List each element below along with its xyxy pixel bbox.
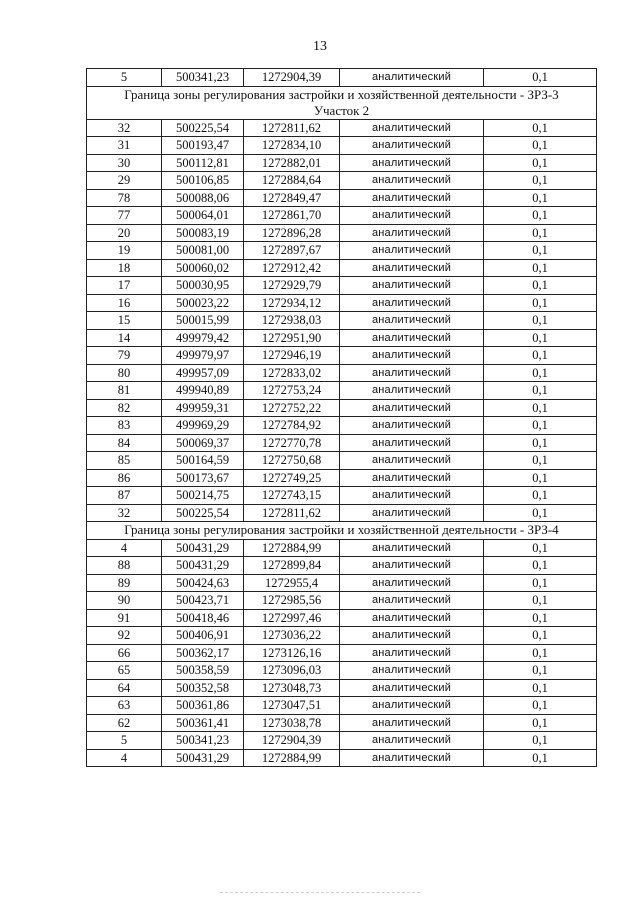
point-number: 82: [87, 399, 162, 417]
method-cell: аналитический: [340, 487, 484, 505]
y-coordinate: 1272934,12: [244, 294, 340, 312]
y-coordinate: 1272899,84: [244, 557, 340, 575]
method-cell: аналитический: [340, 224, 484, 242]
y-coordinate: 1272955,4: [244, 574, 340, 592]
x-coordinate: 500406,91: [162, 627, 244, 645]
method-cell: аналитический: [340, 557, 484, 575]
accuracy-cell: 0,1: [484, 732, 597, 750]
x-coordinate: 500431,29: [162, 749, 244, 767]
table-row: [87, 277, 597, 295]
y-coordinate: 1272904,39: [244, 69, 340, 87]
x-coordinate: 500361,41: [162, 714, 244, 732]
x-coordinate: 499969,29: [162, 417, 244, 435]
method-cell: аналитический: [340, 504, 484, 522]
table-row: [87, 69, 597, 87]
x-coordinate: 500069,37: [162, 434, 244, 452]
y-coordinate: 1272985,56: [244, 592, 340, 610]
point-number: 83: [87, 417, 162, 435]
method-cell: аналитический: [340, 609, 484, 627]
accuracy-cell: 0,1: [484, 259, 597, 277]
method-cell: аналитический: [340, 417, 484, 435]
accuracy-cell: 0,1: [484, 382, 597, 400]
x-coordinate: 500030,95: [162, 277, 244, 295]
accuracy-cell: 0,1: [484, 242, 597, 260]
x-coordinate: 499959,31: [162, 399, 244, 417]
x-coordinate: 500164,59: [162, 452, 244, 470]
accuracy-cell: 0,1: [484, 749, 597, 767]
table-row: [87, 417, 597, 435]
method-cell: аналитический: [340, 662, 484, 680]
method-cell: аналитический: [340, 399, 484, 417]
y-coordinate: 1272897,67: [244, 242, 340, 260]
method-cell: аналитический: [340, 259, 484, 277]
point-number: 18: [87, 259, 162, 277]
y-coordinate: 1272743,15: [244, 487, 340, 505]
table-row: [87, 714, 597, 732]
accuracy-cell: 0,1: [484, 557, 597, 575]
method-cell: аналитический: [340, 329, 484, 347]
point-number: 88: [87, 557, 162, 575]
y-coordinate: 1272946,19: [244, 347, 340, 365]
accuracy-cell: 0,1: [484, 364, 597, 382]
point-number: 77: [87, 207, 162, 225]
method-cell: аналитический: [340, 749, 484, 767]
point-number: 30: [87, 154, 162, 172]
method-cell: аналитический: [340, 189, 484, 207]
accuracy-cell: 0,1: [484, 172, 597, 190]
table-row: [87, 452, 597, 470]
accuracy-cell: 0,1: [484, 452, 597, 470]
method-cell: аналитический: [340, 347, 484, 365]
x-coordinate: 500423,71: [162, 592, 244, 610]
y-coordinate: 1272896,28: [244, 224, 340, 242]
y-coordinate: 1272752,22: [244, 399, 340, 417]
accuracy-cell: 0,1: [484, 294, 597, 312]
y-coordinate: 1272833,02: [244, 364, 340, 382]
point-number: 15: [87, 312, 162, 330]
section-title: Граница зоны регулирования застройки и хозяйственной деятельности - ЗРЗ-4: [124, 522, 559, 538]
point-number: 62: [87, 714, 162, 732]
table-row: [87, 592, 597, 610]
table-row: [87, 539, 597, 557]
accuracy-cell: 0,1: [484, 627, 597, 645]
point-number: 16: [87, 294, 162, 312]
point-number: 90: [87, 592, 162, 610]
y-coordinate: 1272938,03: [244, 312, 340, 330]
table-row: [87, 172, 597, 190]
method-cell: аналитический: [340, 154, 484, 172]
method-cell: аналитический: [340, 574, 484, 592]
accuracy-cell: 0,1: [484, 119, 597, 137]
point-number: 92: [87, 627, 162, 645]
y-coordinate: 1273048,73: [244, 679, 340, 697]
table-row: [87, 242, 597, 260]
table-row: [87, 609, 597, 627]
x-coordinate: 500225,54: [162, 504, 244, 522]
y-coordinate: 1272811,62: [244, 119, 340, 137]
accuracy-cell: 0,1: [484, 487, 597, 505]
method-cell: аналитический: [340, 277, 484, 295]
scan-divider: [220, 892, 420, 893]
x-coordinate: 500106,85: [162, 172, 244, 190]
x-coordinate: 500083,19: [162, 224, 244, 242]
y-coordinate: 1272929,79: [244, 277, 340, 295]
x-coordinate: 500424,63: [162, 574, 244, 592]
y-coordinate: 1272750,68: [244, 452, 340, 470]
y-coordinate: 1272884,64: [244, 172, 340, 190]
point-number: 79: [87, 347, 162, 365]
method-cell: аналитический: [340, 312, 484, 330]
table-row: [87, 137, 597, 155]
x-coordinate: 500341,23: [162, 732, 244, 750]
x-coordinate: 500193,47: [162, 137, 244, 155]
point-number: 85: [87, 452, 162, 470]
table-row: [87, 207, 597, 225]
x-coordinate: 500023,22: [162, 294, 244, 312]
section-header-zrz4: [87, 522, 597, 540]
table-row: [87, 697, 597, 715]
accuracy-cell: 0,1: [484, 574, 597, 592]
point-number: 66: [87, 644, 162, 662]
y-coordinate: 1272951,90: [244, 329, 340, 347]
x-coordinate: 500060,02: [162, 259, 244, 277]
accuracy-cell: 0,1: [484, 662, 597, 680]
accuracy-cell: 0,1: [484, 434, 597, 452]
x-coordinate: 500431,29: [162, 557, 244, 575]
y-coordinate: 1272884,99: [244, 539, 340, 557]
point-number: 31: [87, 137, 162, 155]
point-number: 5: [87, 732, 162, 750]
method-cell: аналитический: [340, 294, 484, 312]
x-coordinate: 500225,54: [162, 119, 244, 137]
accuracy-cell: 0,1: [484, 207, 597, 225]
y-coordinate: 1273126,16: [244, 644, 340, 662]
y-coordinate: 1273047,51: [244, 697, 340, 715]
table-row: [87, 294, 597, 312]
x-coordinate: 500418,46: [162, 609, 244, 627]
x-coordinate: 500214,75: [162, 487, 244, 505]
method-cell: аналитический: [340, 697, 484, 715]
method-cell: аналитический: [340, 732, 484, 750]
point-number: 91: [87, 609, 162, 627]
point-number: 64: [87, 679, 162, 697]
y-coordinate: 1272784,92: [244, 417, 340, 435]
point-number: 14: [87, 329, 162, 347]
point-number: 89: [87, 574, 162, 592]
method-cell: аналитический: [340, 137, 484, 155]
point-number: 84: [87, 434, 162, 452]
point-number: 65: [87, 662, 162, 680]
method-cell: аналитический: [340, 644, 484, 662]
accuracy-cell: 0,1: [484, 679, 597, 697]
accuracy-cell: 0,1: [484, 697, 597, 715]
table-row: [87, 679, 597, 697]
y-coordinate: 1272997,46: [244, 609, 340, 627]
accuracy-cell: 0,1: [484, 714, 597, 732]
table-row: [87, 434, 597, 452]
accuracy-cell: 0,1: [484, 504, 597, 522]
accuracy-cell: 0,1: [484, 277, 597, 295]
y-coordinate: 1272912,42: [244, 259, 340, 277]
accuracy-cell: 0,1: [484, 539, 597, 557]
method-cell: аналитический: [340, 592, 484, 610]
point-number: 29: [87, 172, 162, 190]
x-coordinate: 500431,29: [162, 539, 244, 557]
x-coordinate: 499979,42: [162, 329, 244, 347]
accuracy-cell: 0,1: [484, 189, 597, 207]
accuracy-cell: 0,1: [484, 154, 597, 172]
coordinates-table-body: [87, 69, 597, 767]
method-cell: аналитический: [340, 69, 484, 87]
accuracy-cell: 0,1: [484, 592, 597, 610]
table-row: [87, 119, 597, 137]
point-number: 78: [87, 189, 162, 207]
table-row: [87, 574, 597, 592]
table-row: [87, 487, 597, 505]
point-number: 4: [87, 539, 162, 557]
accuracy-cell: 0,1: [484, 137, 597, 155]
x-coordinate: 500064,01: [162, 207, 244, 225]
method-cell: аналитический: [340, 434, 484, 452]
x-coordinate: 499979,97: [162, 347, 244, 365]
table-row: [87, 154, 597, 172]
y-coordinate: 1273096,03: [244, 662, 340, 680]
point-number: 17: [87, 277, 162, 295]
method-cell: аналитический: [340, 469, 484, 487]
y-coordinate: 1272811,62: [244, 504, 340, 522]
x-coordinate: 500112,81: [162, 154, 244, 172]
coordinates-table: [86, 68, 597, 767]
table-row: [87, 749, 597, 767]
point-number: 87: [87, 487, 162, 505]
table-row: [87, 364, 597, 382]
point-number: 5: [87, 69, 162, 87]
accuracy-cell: 0,1: [484, 469, 597, 487]
method-cell: аналитический: [340, 382, 484, 400]
x-coordinate: 500358,59: [162, 662, 244, 680]
accuracy-cell: 0,1: [484, 399, 597, 417]
x-coordinate: 500173,67: [162, 469, 244, 487]
y-coordinate: 1272749,25: [244, 469, 340, 487]
point-number: 80: [87, 364, 162, 382]
point-number: 4: [87, 749, 162, 767]
section-title-cell: [87, 522, 597, 540]
y-coordinate: 1272770,78: [244, 434, 340, 452]
accuracy-cell: 0,1: [484, 312, 597, 330]
y-coordinate: 1272849,47: [244, 189, 340, 207]
table-row: [87, 224, 597, 242]
x-coordinate: 500088,06: [162, 189, 244, 207]
table-row: [87, 382, 597, 400]
table-row: [87, 469, 597, 487]
method-cell: аналитический: [340, 539, 484, 557]
accuracy-cell: 0,1: [484, 609, 597, 627]
y-coordinate: 1272904,39: [244, 732, 340, 750]
y-coordinate: 1272884,99: [244, 749, 340, 767]
section-subtitle: Участок 2: [313, 102, 370, 118]
point-number: 86: [87, 469, 162, 487]
table-row: [87, 732, 597, 750]
table-row: [87, 627, 597, 645]
point-number: 63: [87, 697, 162, 715]
x-coordinate: 500352,58: [162, 679, 244, 697]
section-title: Граница зоны регулирования застройки и хозяйственной деятельности - ЗРЗ-3: [124, 86, 559, 102]
accuracy-cell: 0,1: [484, 69, 597, 87]
table-row: [87, 312, 597, 330]
method-cell: аналитический: [340, 627, 484, 645]
point-number: 20: [87, 224, 162, 242]
method-cell: аналитический: [340, 679, 484, 697]
table-row: [87, 662, 597, 680]
x-coordinate: 500341,23: [162, 69, 244, 87]
table-row: [87, 329, 597, 347]
table-row: [87, 259, 597, 277]
section-title-cell: [87, 86, 597, 119]
table-row: [87, 399, 597, 417]
x-coordinate: 500015,99: [162, 312, 244, 330]
accuracy-cell: 0,1: [484, 347, 597, 365]
x-coordinate: 500362,17: [162, 644, 244, 662]
y-coordinate: 1273036,22: [244, 627, 340, 645]
x-coordinate: 500081,00: [162, 242, 244, 260]
y-coordinate: 1272861,70: [244, 207, 340, 225]
accuracy-cell: 0,1: [484, 224, 597, 242]
table-row: [87, 347, 597, 365]
method-cell: аналитический: [340, 172, 484, 190]
point-number: 32: [87, 504, 162, 522]
table-row: [87, 557, 597, 575]
x-coordinate: 499957,09: [162, 364, 244, 382]
method-cell: аналитический: [340, 364, 484, 382]
method-cell: аналитический: [340, 119, 484, 137]
y-coordinate: 1273038,78: [244, 714, 340, 732]
method-cell: аналитический: [340, 242, 484, 260]
table-row: [87, 644, 597, 662]
point-number: 81: [87, 382, 162, 400]
accuracy-cell: 0,1: [484, 644, 597, 662]
y-coordinate: 1272753,24: [244, 382, 340, 400]
accuracy-cell: 0,1: [484, 329, 597, 347]
point-number: 32: [87, 119, 162, 137]
page-number: 13: [313, 39, 327, 54]
table-row: [87, 504, 597, 522]
method-cell: аналитический: [340, 452, 484, 470]
table-row: [87, 189, 597, 207]
accuracy-cell: 0,1: [484, 417, 597, 435]
x-coordinate: 499940,89: [162, 382, 244, 400]
method-cell: аналитический: [340, 207, 484, 225]
method-cell: аналитический: [340, 714, 484, 732]
point-number: 19: [87, 242, 162, 260]
y-coordinate: 1272882,01: [244, 154, 340, 172]
section-header-zrz3: [87, 86, 597, 119]
y-coordinate: 1272834,10: [244, 137, 340, 155]
x-coordinate: 500361,86: [162, 697, 244, 715]
